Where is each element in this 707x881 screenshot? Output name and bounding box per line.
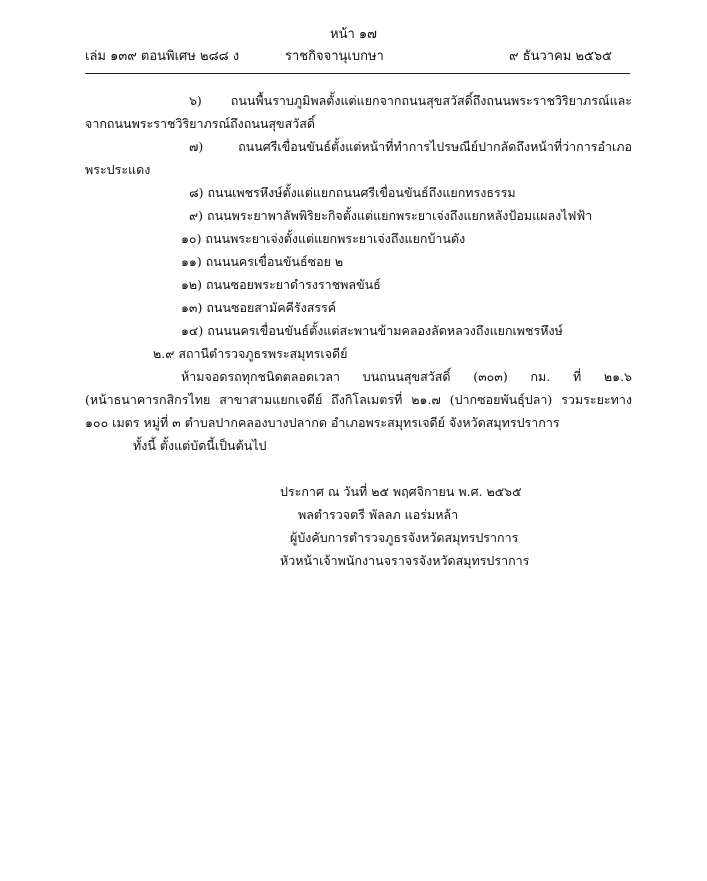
road-item-7-line-2: พระประแดง — [85, 162, 151, 177]
road-item-14: ๑๔) ถนนนครเขื่อนขันธ์ตั้งแต่สะพานข้ามคลองลัดหลวงถึงแยกเพชรหึงษ์ — [181, 323, 563, 338]
road-item-9: ๙) ถนนพระยาพาลัพพิริยะกิจตั้งแต่แยกพระยาเจ่งถึงแยกหลังป้อมแผลงไฟฟ้า — [189, 208, 593, 223]
header-volume-issue: เล่ม ๑๓๙ ตอนพิเศษ ๒๘๘ ง — [85, 49, 240, 64]
header-date: ๙ ธันวาคม ๒๕๖๕ — [509, 49, 612, 64]
signature-position-1: ผู้บังคับการตำรวจภูธรจังหวัดสมุทรปราการ — [290, 530, 519, 545]
road-item-7-line-1: ๗) ถนนศรีเขื่อนขันธ์ตั้งแต่หน้าที่ทำการไปรษณีย์ปากลัดถึงหน้าที่ว่าการอำเภอ — [189, 139, 632, 154]
road-item-6-line-2: จากถนนพระราชวิริยาภรณ์ถึงถนนสุขสวัสดิ์ — [85, 116, 315, 131]
road-item-8: ๘) ถนนเพชรหึงษ์ตั้งแต่แยกถนนศรีเขื่อนขันธ์ถึงแยกทรงธรรม — [189, 185, 516, 200]
section-paragraph-line-2: (หน้าธนาคารกสิกรไทย สาขาสามแยกเจดีย์ ถึงกิโลเมตรที่ ๒๑.๗ (ปากซอยพันธุ์ปลา) รวมระยะทาง — [85, 392, 632, 407]
section-paragraph-line-3: ๑๐๐ เมตร หมู่ที่ ๓ ตำบลปากคลองบางปลากด อำเภอพระสมุทรเจดีย์ จังหวัดสมุทรปราการ — [85, 415, 560, 430]
section-effective-clause: ทั้งนี้ ตั้งแต่บัดนี้เป็นต้นไป — [133, 438, 267, 453]
road-item-12: ๑๒) ถนนซอยพระยาดำรงราชพลขันธ์ — [181, 277, 381, 292]
road-item-13: ๑๓) ถนนซอยสามัคคีรังสรรค์ — [181, 300, 337, 315]
road-item-11: ๑๑) ถนนนครเขื่อนขันธ์ซอย ๒ — [181, 254, 344, 269]
signature-name: พลตำรวจตรี พัลลภ แอร่มหล้า — [298, 507, 459, 522]
signature-position-2: หัวหน้าเจ้าพนักงานจราจรจังหวัดสมุทรปราการ — [280, 553, 530, 568]
road-item-10: ๑๐) ถนนพระยาเจ่งตั้งแต่แยกพระยาเจ่งถึงแยกบ้านดัง — [181, 231, 466, 246]
page-number: หน้า ๑๗ — [330, 27, 377, 42]
section-paragraph-line-1: ห้ามจอดรถทุกชนิดตลอดเวลา บนถนนสุขสวัสดิ์ (๓๐๓) กม. ที่ ๒๑.๖ — [181, 369, 632, 384]
road-item-6-line-1: ๖) ถนนพื้นราบภูมิพลตั้งแต่แยกจากถนนสุขสวัสดิ์ถึงถนนพระราชวิริยาภรณ์และ — [189, 93, 632, 108]
signature-announced-date: ประกาศ ณ วันที่ ๒๕ พฤศจิกายน พ.ศ. ๒๕๖๕ — [280, 484, 522, 499]
section-heading: ๒.๙ สถานีตำรวจภูธรพระสมุทรเจดีย์ — [153, 346, 348, 361]
header-gazette-title: ราชกิจจานุเบกษา — [285, 49, 384, 64]
header-rule — [85, 73, 630, 74]
